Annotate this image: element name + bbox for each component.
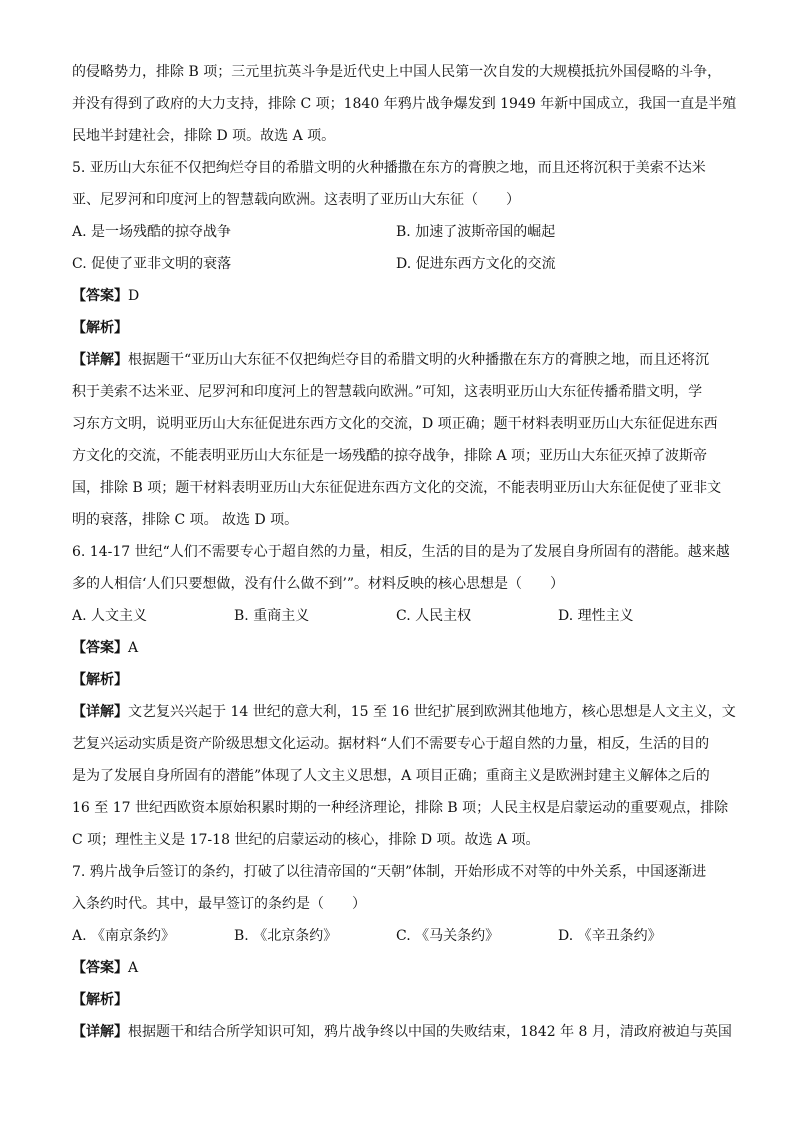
- q6-detail-line-4: 16 至 17 世纪西欧资本原始积累时期的一种经济理论，排除 B 项；人民主权是启蒙运动的重要观点，排除: [72, 800, 729, 816]
- q5-detail-line-6: 明的衰落，排除 C 项。 故选 D 项。: [72, 512, 299, 528]
- detail-text: 根据题干“亚历山大东征不仅把绚烂夺目的希腊文明的火种播撒在东方的膏腴之地，而且还将沉: [128, 352, 710, 368]
- detail-tag: 【详解】: [72, 352, 128, 368]
- q7-option-c: C. 《马关条约》: [396, 928, 500, 944]
- detail-text: 文艺复兴兴起于 14 世纪的意大利，15 至 16 世纪扩展到欧洲其他地方，核心思想是人文主义，文: [128, 704, 736, 720]
- q5-detail-line-4: 方文化的交流，不能表明亚历山大东征是一场残酷的掠夺战争，排除 A 项；亚历山大东征灭掉了波斯帝: [72, 448, 708, 464]
- answer-value: A: [128, 640, 139, 656]
- answer-tag: 【答案】: [72, 640, 128, 656]
- q5-analysis-tag: 【解析】: [72, 320, 128, 336]
- q5-answer: [72, 286, 139, 306]
- q6-option-d: D. 理性主义: [558, 608, 634, 624]
- q7-stem-line-1: 7. 鸦片战争后签订的条约，打破了以往清帝国的“天朝”体制，开始形成不对等的中外关系，中国逐渐进: [72, 864, 707, 880]
- q7-option-b: B. 《北京条约》: [234, 928, 338, 944]
- q7-answer: [72, 958, 138, 978]
- q6-option-a: A. 人文主义: [72, 608, 148, 624]
- answer-tag: 【答案】: [72, 288, 128, 304]
- q7-stem-line-2: 入条约时代。其中，最早签订的条约是（ ）: [72, 896, 366, 912]
- q6-option-c: C. 人民主权: [396, 608, 472, 624]
- q6-detail-line-1: [72, 702, 736, 722]
- prev-line-1: 的侵略势力，排除 B 项；三元里抗英斗争是近代史上中国人民第一次自发的大规模抵抗外国侵略的斗争，: [72, 64, 722, 80]
- q5-option-d: D. 促进东西方文化的交流: [396, 256, 556, 272]
- q5-option-b: B. 加速了波斯帝国的崛起: [396, 224, 556, 240]
- q7-option-d: D. 《辛丑条约》: [558, 928, 662, 944]
- q7-option-a: A. 《南京条约》: [72, 928, 176, 944]
- q6-analysis-tag: 【解析】: [72, 672, 128, 688]
- q5-detail-line-5: 国，排除 B 项；题干材料表明亚历山大东征促进东西方文化的交流，不能表明亚历山大东征促使了亚非文: [72, 480, 722, 496]
- q5-detail-line-3: 习东方文明，说明亚历山大东征促进东西方文化的交流，D 项正确；题干材料表明亚历山大东征促进东西: [72, 416, 718, 432]
- q5-option-c: C. 促使了亚非文明的衰落: [72, 256, 232, 272]
- answer-tag: 【答案】: [72, 960, 128, 976]
- q6-detail-line-3: 是为了发展自身所固有的潜能”体现了人文主义思想，A 项目正确；重商主义是欧洲封建主义解体之后的: [72, 768, 710, 784]
- detail-tag: 【详解】: [72, 704, 128, 720]
- q7-detail-line-1: [72, 1022, 732, 1042]
- detail-text: 根据题干和结合所学知识可知，鸦片战争终以中国的失败结束，1842 年 8 月，清政府被迫与英国: [128, 1024, 732, 1040]
- q7-analysis-tag: 【解析】: [72, 992, 128, 1008]
- q6-detail-line-5: C 项；理性主义是 17-18 世纪的启蒙运动的核心，排除 D 项。故选 A 项。: [72, 832, 540, 848]
- prev-line-3: 民地半封建社会，排除 D 项。故选 A 项。: [72, 128, 336, 144]
- q6-answer: [72, 638, 138, 658]
- q5-detail-line-1: [72, 350, 709, 370]
- q5-stem-line-2: 亚、尼罗河和印度河上的智慧载向欧洲。这表明了亚历山大东征（ ）: [72, 192, 520, 208]
- answer-value: D: [128, 288, 140, 304]
- q6-stem-line-1: 6. 14-17 世纪“人们不需要专心于超自然的力量，相反，生活的目的是为了发展自身所固有的潜能。越来越: [72, 544, 730, 560]
- q6-detail-line-2: 艺复兴运动实质是资产阶级思想文化运动。据材料“人们不需要专心于超自然的力量，相反，生活的目的: [72, 736, 710, 752]
- answer-value: A: [128, 960, 139, 976]
- q5-option-a: A. 是一场残酷的掠夺战争: [72, 224, 232, 240]
- q5-stem-line-1: 5. 亚历山大东征不仅把绚烂夺目的希腊文明的火种播撒在东方的膏腴之地，而且还将沉积于美索不达米: [72, 160, 706, 176]
- detail-tag: 【详解】: [72, 1024, 128, 1040]
- q5-detail-line-2: 积于美索不达米亚、尼罗河和印度河上的智慧载向欧洲。”可知，这表明亚历山大东征传播希腊文明，学: [72, 384, 703, 400]
- q6-stem-line-2: 多的人相信‘人们只要想做，没有什么做不到’”。材料反映的核心思想是（ ）: [72, 576, 565, 592]
- prev-line-2: 并没有得到了政府的大力支持，排除 C 项；1840 年鸦片战争爆发到 1949 年新中国成立，我国一直是半殖: [72, 96, 737, 112]
- q6-option-b: B. 重商主义: [234, 608, 310, 624]
